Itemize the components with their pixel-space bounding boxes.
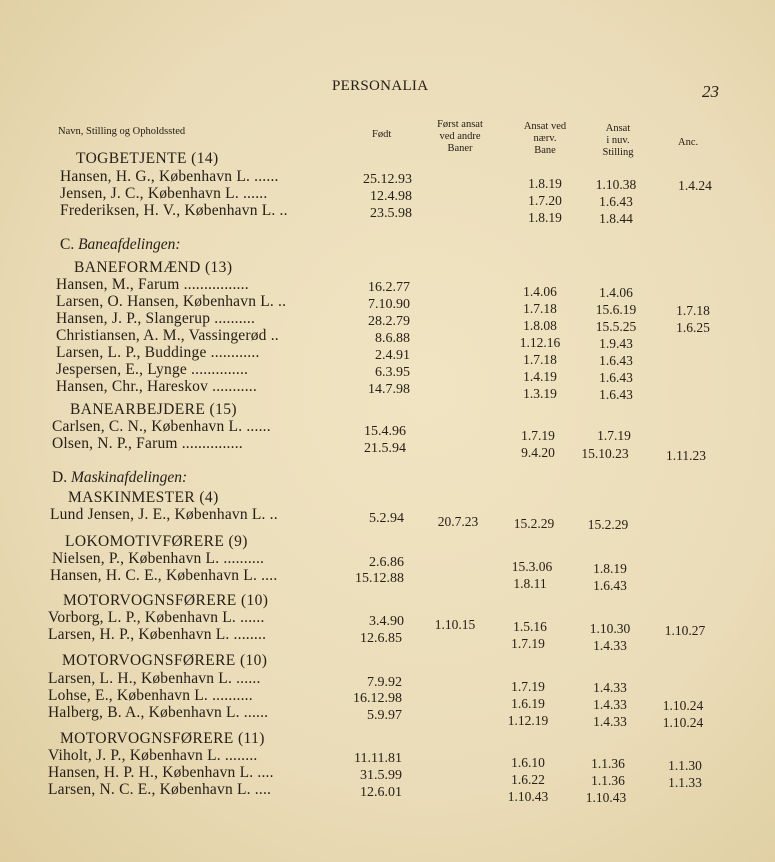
table-row-current: 1.10.30 xyxy=(589,621,631,636)
table-row-current: 1.1.36 xyxy=(591,756,625,771)
table-row-born: 5.9.97 xyxy=(367,708,402,723)
section-heading: C. Baneafdelingen: xyxy=(60,236,181,253)
table-row-anc: 1.7.18 xyxy=(676,303,710,318)
table-row-born: 23.5.98 xyxy=(370,206,412,221)
table-row-current: 1.8.44 xyxy=(599,211,633,226)
section-heading: D. Maskinafdelingen: xyxy=(52,469,188,486)
table-row-hired-here: 1.6.19 xyxy=(511,696,545,711)
table-row-hired-here: 1.8.11 xyxy=(513,576,547,591)
group-heading: TOGBETJENTE (14) xyxy=(76,150,219,167)
table-row-name: Frederiksen, H. V., København L. .. xyxy=(60,202,288,219)
table-row-name: Lohse, E., København L. .......... xyxy=(48,687,253,704)
table-row-name: Vorborg, L. P., København L. ...... xyxy=(48,609,265,626)
page-title: PERSONALIA xyxy=(332,78,429,94)
table-row-born: 15.4.96 xyxy=(364,424,406,439)
table-row-hired-here: 1.8.08 xyxy=(523,318,557,333)
group-heading: LOKOMOTIVFØRERE (9) xyxy=(65,533,248,550)
group-heading: MOTORVOGNSFØRERE (10) xyxy=(63,592,269,609)
table-row-hired-here: 1.3.19 xyxy=(523,386,557,401)
table-row-anc: 1.11.23 xyxy=(666,448,706,463)
table-row-anc: 1.10.27 xyxy=(664,623,706,638)
table-row-current: 1.6.43 xyxy=(599,353,633,368)
table-row-hired-here: 1.4.06 xyxy=(523,284,557,299)
table-row-hired-here: 1.6.10 xyxy=(511,755,545,770)
table-row-anc: 1.10.24 xyxy=(662,698,704,713)
table-row-current: 15.2.29 xyxy=(587,517,629,532)
table-row-born: 3.4.90 xyxy=(369,614,404,629)
table-row-anc: 1.1.30 xyxy=(668,758,702,773)
table-row-current: 1.6.43 xyxy=(599,370,633,385)
table-row-current: 1.4.33 xyxy=(593,680,627,695)
table-row-current: 1.10.38 xyxy=(595,177,637,192)
table-row-name: Hansen, H. C. E., København L. .... xyxy=(50,567,278,584)
table-row-anc: 1.6.25 xyxy=(676,320,710,335)
table-row-name: Larsen, O. Hansen, København L. .. xyxy=(56,293,287,310)
table-row-hired-here: 1.10.43 xyxy=(507,789,549,804)
group-heading: MOTORVOGNSFØRERE (11) xyxy=(60,730,265,747)
table-row-name: Carlsen, C. N., København L. ...... xyxy=(52,418,271,435)
table-row-current: 1.6.43 xyxy=(599,387,633,402)
table-row-born: 2.6.86 xyxy=(369,555,404,570)
table-row-current: 15.10.23 xyxy=(581,446,629,461)
column-header-first-hired: Først ansat ved andre Baner xyxy=(437,119,483,154)
table-row-name: Nielsen, P., København L. .......... xyxy=(52,550,265,567)
group-heading: MOTORVOGNSFØRERE (10) xyxy=(62,652,268,669)
table-row-first-hired: 1.10.15 xyxy=(434,617,476,632)
table-row-current: 1.4.06 xyxy=(599,285,633,300)
table-row-name: Larsen, H. P., København L. ........ xyxy=(48,626,267,643)
table-row-born: 15.12.88 xyxy=(355,571,404,586)
table-row-hired-here: 1.7.19 xyxy=(521,428,555,443)
table-row-current: 1.10.43 xyxy=(585,790,627,805)
table-row-born: 7.9.92 xyxy=(367,675,402,690)
table-row-current: 1.6.43 xyxy=(599,194,633,209)
table-row-hired-here: 1.8.19 xyxy=(528,176,562,191)
table-row-name: Lund Jensen, J. E., København L. .. xyxy=(50,506,278,523)
table-row-current: 1.4.33 xyxy=(593,697,627,712)
table-row-born: 8.6.88 xyxy=(375,331,410,346)
table-row-current: 1.8.19 xyxy=(593,561,627,576)
table-row-born: 2.4.91 xyxy=(375,348,410,363)
table-row-born: 7.10.90 xyxy=(368,297,410,312)
table-row-hired-here: 1.4.19 xyxy=(523,369,557,384)
group-heading: BANEFORMÆND (13) xyxy=(74,259,233,276)
table-row-name: Hansen, Chr., Hareskov ........... xyxy=(56,378,257,395)
table-row-born: 12.6.85 xyxy=(360,631,402,646)
table-row-born: 5.2.94 xyxy=(369,511,404,526)
column-header-current-position: Ansat i nuv. Stilling xyxy=(602,123,634,158)
table-row-current: 1.4.33 xyxy=(593,638,627,653)
column-header-anc: Anc. xyxy=(678,137,699,148)
column-header-born: Født xyxy=(372,129,392,140)
table-row-name: Olsen, N. P., Farum ............... xyxy=(52,435,243,452)
table-row-anc: 1.1.33 xyxy=(668,775,702,790)
table-row-current: 1.7.19 xyxy=(597,428,631,443)
table-row-born: 12.6.01 xyxy=(360,785,402,800)
table-row-anc: 1.4.24 xyxy=(678,178,712,193)
table-row-name: Viholt, J. P., København L. ........ xyxy=(48,747,258,764)
column-header-name: Navn, Stilling og Opholdssted xyxy=(58,126,186,137)
table-row-born: 21.5.94 xyxy=(364,441,406,456)
table-row-name: Hansen, H. G., København L. ...... xyxy=(60,168,279,185)
table-row-name: Larsen, N. C. E., København L. .... xyxy=(48,781,272,798)
table-row-name: Hansen, H. P. H., København L. .... xyxy=(48,764,274,781)
table-row-name: Hansen, M., Farum ................ xyxy=(56,276,249,293)
table-row-name: Jespersen, E., Lynge .............. xyxy=(56,361,249,378)
table-row-name: Larsen, L. H., København L. ...... xyxy=(48,670,261,687)
table-row-hired-here: 1.7.18 xyxy=(523,352,557,367)
table-row-born: 28.2.79 xyxy=(368,314,410,329)
table-row-born: 6.3.95 xyxy=(375,365,410,380)
page-number: 23 xyxy=(702,82,719,101)
table-row-hired-here: 1.5.16 xyxy=(513,619,547,634)
table-row-hired-here: 1.7.19 xyxy=(511,679,545,694)
table-row-current: 1.6.43 xyxy=(593,578,627,593)
table-row-current: 15.6.19 xyxy=(595,302,637,317)
table-row-born: 16.12.98 xyxy=(353,691,402,706)
column-header-hired-here: Ansat ved nærv. Bane xyxy=(523,121,567,156)
table-row-first-hired: 20.7.23 xyxy=(437,514,479,529)
table-row-born: 12.4.98 xyxy=(370,189,412,204)
table-row-hired-here: 1.12.16 xyxy=(519,335,561,350)
table-row-current: 1.4.33 xyxy=(593,714,627,729)
table-row-hired-here: 1.12.19 xyxy=(507,713,549,728)
table-row-name: Hansen, J. P., Slangerup .......... xyxy=(56,310,256,327)
table-row-name: Halberg, B. A., København L. ...... xyxy=(48,704,269,721)
group-heading: BANEARBEJDERE (15) xyxy=(70,401,237,418)
table-row-born: 16.2.77 xyxy=(368,280,410,295)
table-row-hired-here: 9.4.20 xyxy=(521,445,555,460)
table-row-hired-here: 15.2.29 xyxy=(513,516,555,531)
table-row-hired-here: 1.7.20 xyxy=(528,193,562,208)
table-row-born: 31.5.99 xyxy=(360,768,402,783)
table-row-name: Christiansen, A. M., Vassingerød .. xyxy=(56,327,279,344)
table-row-hired-here: 1.6.22 xyxy=(511,772,545,787)
table-row-current: 15.5.25 xyxy=(595,319,637,334)
table-row-hired-here: 1.7.18 xyxy=(523,301,557,316)
table-row-hired-here: 1.8.19 xyxy=(528,210,562,225)
group-heading: MASKINMESTER (4) xyxy=(68,489,219,506)
table-row-name: Larsen, L. P., Buddinge ............ xyxy=(56,344,260,361)
table-row-current: 1.1.36 xyxy=(591,773,625,788)
table-row-hired-here: 1.7.19 xyxy=(511,636,545,651)
table-row-name: Jensen, J. C., København L. ...... xyxy=(60,185,268,202)
table-row-born: 25.12.93 xyxy=(363,172,412,187)
table-row-born: 14.7.98 xyxy=(368,382,410,397)
table-row-hired-here: 15.3.06 xyxy=(511,559,553,574)
table-row-anc: 1.10.24 xyxy=(662,715,704,730)
table-row-born: 11.11.81 xyxy=(354,751,402,766)
table-row-current: 1.9.43 xyxy=(599,336,633,351)
